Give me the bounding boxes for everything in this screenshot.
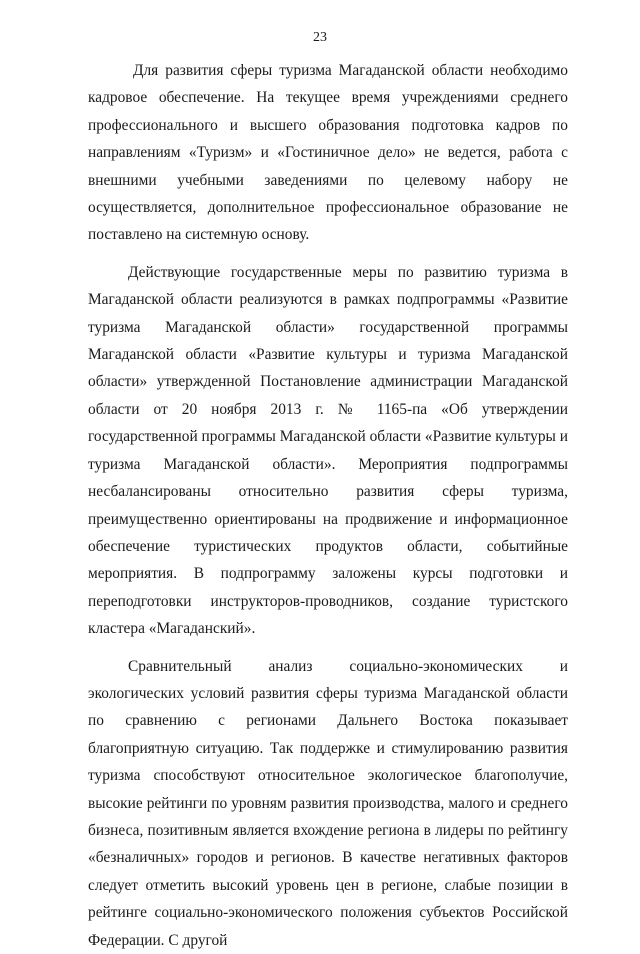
paragraph-tourism-staffing: Для развития сферы туризма Магаданской области необходимо кадровое обеспечение. На текущее время учреждениями среднего профессионального и высшего образования подготовка кадров по направлениям «Туризм» и «Гостиничное дело» не ведется, работа с внешними учебными заведениями по целевому набору не осуществляется, дополнительное профессиональное образование не поставлено на системную основу.	[88, 62, 568, 244]
paragraph-comparative-analysis: Сравнительный анализ социально-экономических и экологических условий развития сферы туризма Магаданской области по сравнению с регионами Дальнего Востока показывает благоприятную ситуацию. Так поддержке и стимулированию развития туризма способствуют относительное экологическое благополучие, высокие рейтинги по уровням развития производства, малого и среднего бизнеса, позитивным является вхождение региона в лидеры по рейтингу «безналичных» городов и регионов. В качестве негативных факторов следует отметить высокий уровень цен в регионе, слабые позиции в рейтинге социально-экономического положения субъектов Российской Федерации. С другой	[88, 657, 568, 949]
document-body	[88, 57, 568, 954]
page-number: 23	[313, 30, 327, 45]
paragraph-state-measures: Действующие государственные меры по развитию туризма в Магаданской области реализуются в рамках подпрограммы «Развитие туризма Магаданской области» государственной программы Магаданской области «Развитие культуры и туризма Магаданской области» утвержденной Постановление администрации Магаданской области от 20 ноября 2013 г. № 1165-па «Об утверждении государственной программы Магаданской области «Развитие культуры и туризма Магаданской области». Мероприятия подпрограммы несбалансированы относительно развития сферы туризма, преимущественно ориентированы на продвижение и информационное обеспечение туристических продуктов области, событийные мероприятия. В подпрограмму заложены курсы подготовки и переподготовки инструкторов-проводников, создание туристского кластера «Магаданский».	[88, 263, 568, 638]
